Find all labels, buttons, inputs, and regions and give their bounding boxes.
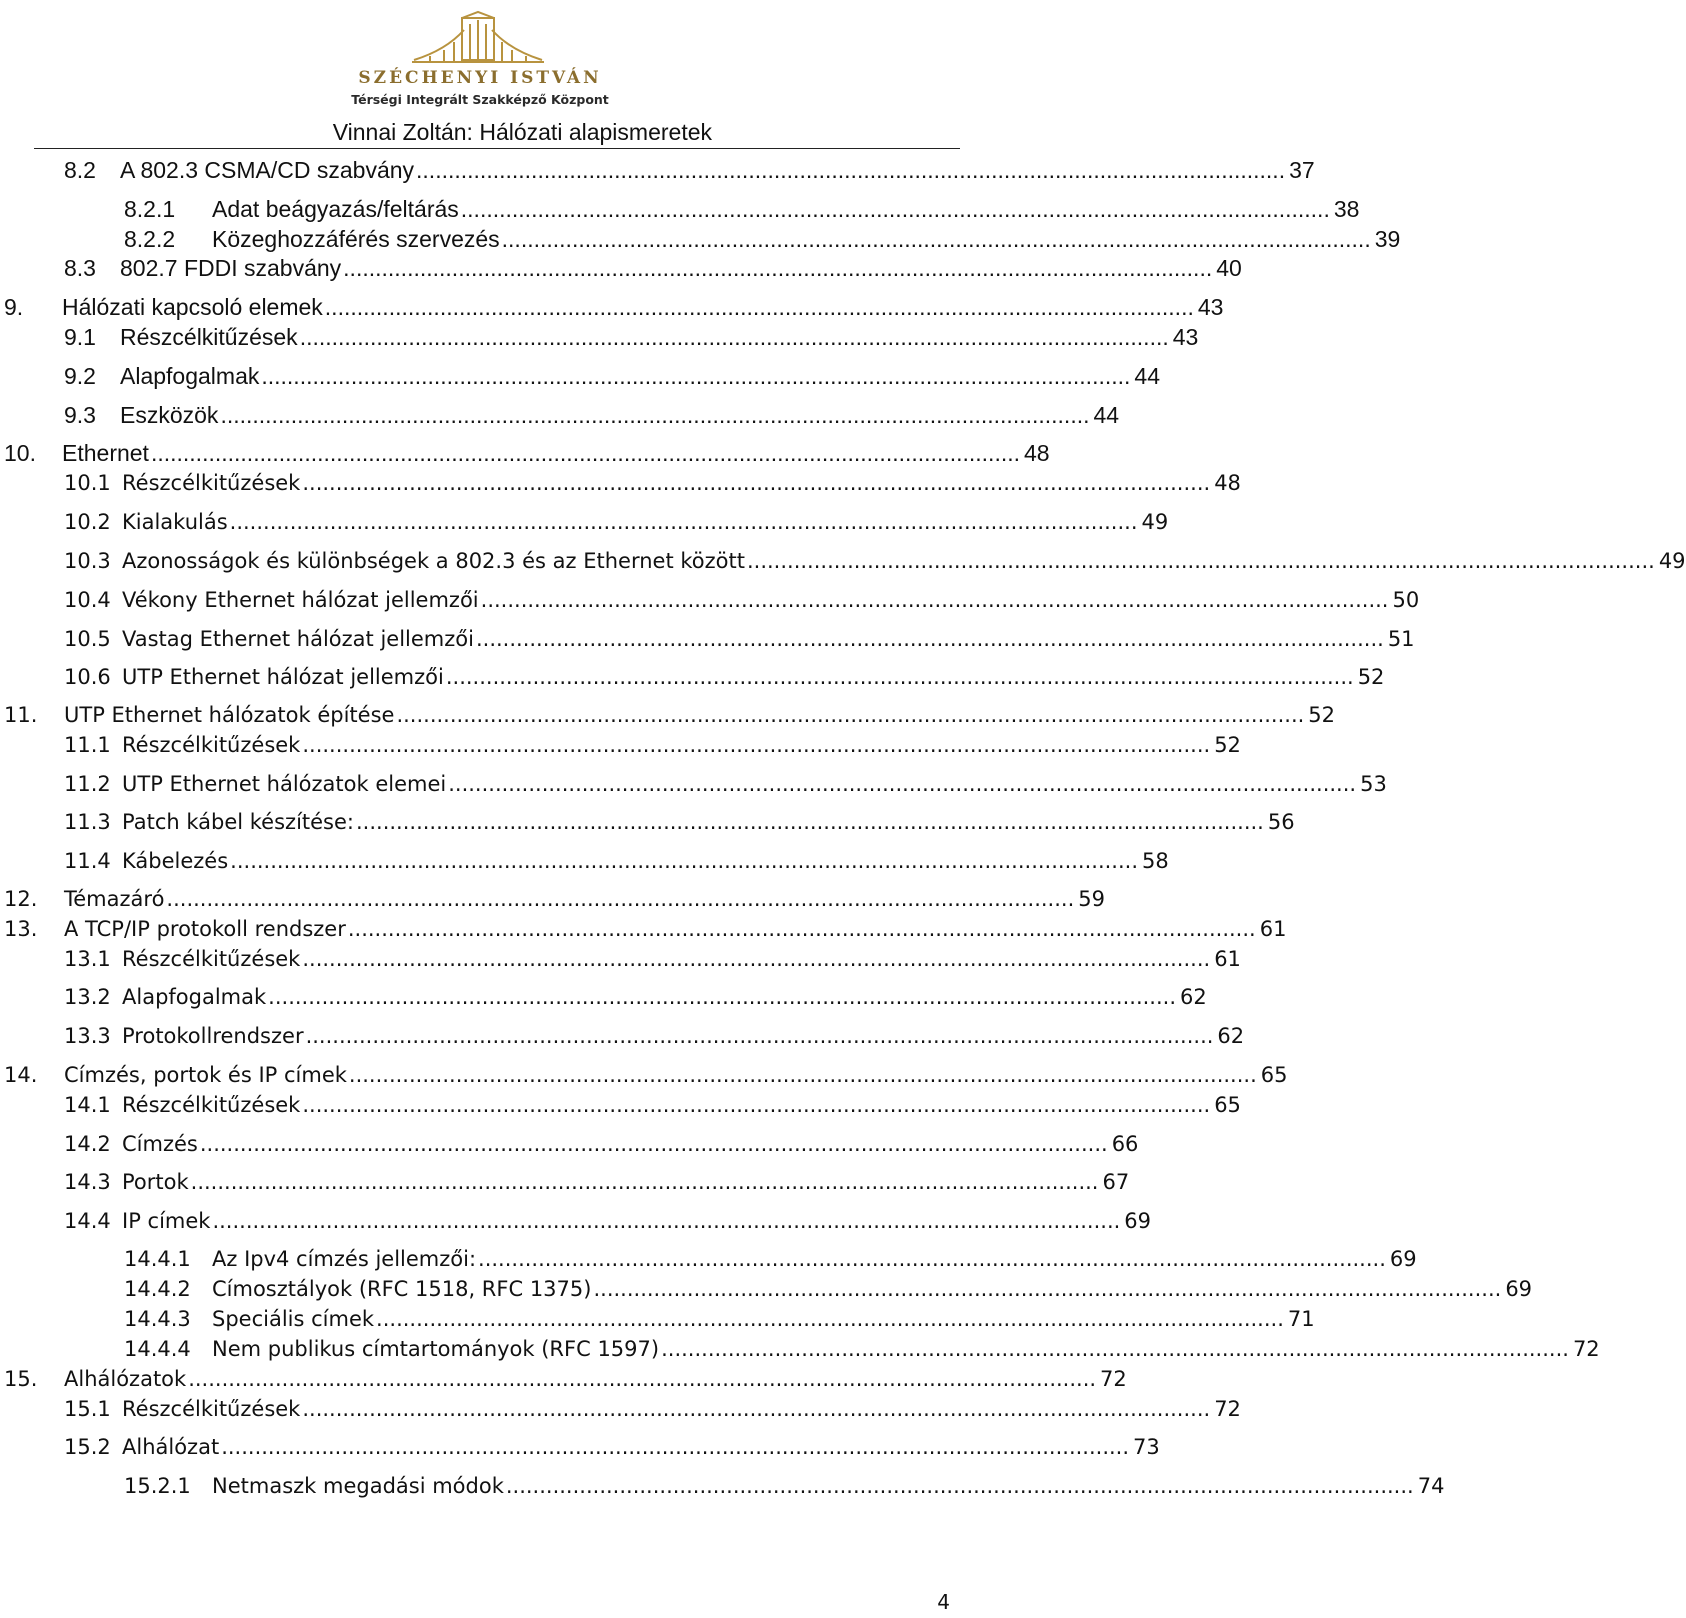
toc-entry[interactable] bbox=[64, 155, 1315, 185]
toc-entry-number: 13.2 bbox=[64, 985, 111, 1009]
toc-dot-leader: ........................................................................................................................................ bbox=[475, 627, 1384, 651]
toc-entry-number: 13.3 bbox=[64, 1024, 111, 1048]
logo-subtitle: Térségi Integrált Szakképző Központ bbox=[351, 92, 609, 107]
toc-entry-title: Részcélkitűzések bbox=[122, 1093, 301, 1117]
toc-entry[interactable] bbox=[64, 730, 1241, 760]
toc-entry-title: A 802.3 CSMA/CD szabvány bbox=[120, 157, 415, 183]
toc-entry[interactable] bbox=[124, 1471, 1445, 1501]
toc-dot-leader: ........................................................................................................................................ bbox=[212, 1209, 1121, 1233]
toc-entry-title: Részcélkitűzések bbox=[122, 733, 301, 757]
toc-entry-title: Kábelezés bbox=[122, 849, 229, 873]
toc-dot-leader: ........................................................................................................................................ bbox=[347, 917, 1256, 941]
toc-entry-title: Alhálózatok bbox=[64, 1367, 187, 1391]
toc-entry-title: Ethernet bbox=[62, 440, 149, 466]
toc-entry[interactable] bbox=[64, 361, 1161, 391]
toc-entry-title: UTP Ethernet hálózat jellemzői bbox=[122, 665, 444, 689]
toc-entry-number: 14.2 bbox=[64, 1132, 111, 1156]
toc-entry-number: 13. bbox=[4, 917, 38, 941]
toc-entry[interactable] bbox=[64, 1394, 1241, 1424]
toc-dot-leader: ........................................................................................................................................ bbox=[460, 196, 1330, 222]
toc-entry-page: 71 bbox=[1287, 1307, 1315, 1331]
toc-dot-leader: ........................................................................................................................................ bbox=[302, 947, 1211, 971]
toc-entry-page: 53 bbox=[1360, 772, 1387, 796]
toc-entry-page: 61 bbox=[1259, 917, 1287, 941]
toc-entry[interactable] bbox=[124, 224, 1401, 254]
toc-entry-title: Patch kábel készítése: bbox=[122, 810, 354, 834]
toc-entry-title: Netmaszk megadási módok bbox=[212, 1474, 504, 1498]
toc-entry-title: Közeghozzáférés szervezés bbox=[212, 226, 500, 252]
toc-dot-leader: ........................................................................................................................................ bbox=[376, 1307, 1284, 1331]
toc-entry-title: Speciális címek bbox=[212, 1307, 375, 1331]
toc-entry-page: 69 bbox=[1389, 1247, 1417, 1271]
logo-name: SZÉCHENYI ISTVÁN bbox=[358, 68, 602, 88]
toc-entry-number: 8.2 bbox=[64, 157, 96, 183]
toc-dot-leader: ........................................................................................................................................ bbox=[356, 810, 1264, 834]
toc-entry[interactable] bbox=[64, 253, 1242, 283]
toc-entry-page: 52 bbox=[1357, 665, 1385, 689]
toc-entry-page: 65 bbox=[1214, 1093, 1241, 1117]
toc-entry-number: 12. bbox=[4, 887, 38, 911]
toc-dot-leader: ........................................................................................................................................ bbox=[188, 1367, 1097, 1391]
toc-entry-number: 11.2 bbox=[64, 772, 111, 796]
toc-dot-leader: ........................................................................................................................................ bbox=[478, 1247, 1386, 1271]
toc-entry-number: 10.3 bbox=[64, 549, 111, 573]
toc-dot-leader: ........................................................................................................................................ bbox=[505, 1474, 1414, 1498]
toc-dot-leader: ........................................................................................................................................ bbox=[261, 363, 1131, 389]
toc-entry[interactable] bbox=[64, 1090, 1241, 1120]
toc-dot-leader: ........................................................................................................................................ bbox=[501, 226, 1371, 252]
toc-entry-page: 73 bbox=[1133, 1435, 1160, 1459]
toc-entry-page: 58 bbox=[1142, 849, 1169, 873]
toc-entry[interactable] bbox=[64, 585, 1420, 615]
toc-entry-title: Azonosságok és különbségek a 802.3 és az Ethernet között bbox=[122, 549, 745, 573]
toc-entry-title: 802.7 FDDI szabvány bbox=[120, 255, 342, 281]
toc-entry[interactable] bbox=[64, 400, 1120, 430]
toc-entry[interactable] bbox=[124, 1304, 1315, 1334]
toc-entry-title: Részcélkitűzések bbox=[120, 324, 298, 350]
toc-entry-number: 15.2 bbox=[64, 1435, 111, 1459]
toc-entry[interactable] bbox=[124, 1334, 1600, 1364]
toc-entry-number: 14.4.1 bbox=[124, 1247, 191, 1271]
toc-entry-title: Alapfogalmak bbox=[122, 985, 267, 1009]
toc-entry-page: 51 bbox=[1387, 627, 1415, 651]
toc-entry-page: 72 bbox=[1100, 1367, 1127, 1391]
toc-entry-title: Részcélkitűzések bbox=[122, 947, 301, 971]
toc-entry[interactable] bbox=[64, 846, 1169, 876]
toc-entry-page: 44 bbox=[1093, 402, 1120, 428]
toc-dot-leader: ........................................................................................................................................ bbox=[302, 471, 1211, 495]
toc-entry[interactable] bbox=[64, 468, 1241, 498]
toc-entry-page: 72 bbox=[1214, 1397, 1241, 1421]
toc-entry-page: 52 bbox=[1214, 733, 1241, 757]
toc-dot-leader: ........................................................................................................................................ bbox=[230, 849, 1139, 873]
toc-dot-leader: ........................................................................................................................................ bbox=[480, 588, 1389, 612]
toc-entry-title: Adat beágyazás/feltárás bbox=[212, 196, 459, 222]
toc-entry-page: 48 bbox=[1214, 471, 1241, 495]
toc-entry-page: 62 bbox=[1217, 1024, 1245, 1048]
toc-entry[interactable] bbox=[64, 807, 1295, 837]
toc-entry-title: Nem publikus címtartományok (RFC 1597) bbox=[212, 1337, 660, 1361]
toc-entry[interactable] bbox=[64, 1432, 1160, 1462]
toc-entry-page: 43 bbox=[1172, 324, 1199, 350]
toc-dot-leader: ........................................................................................................................................ bbox=[166, 887, 1075, 911]
toc-entry[interactable] bbox=[64, 322, 1199, 352]
toc-entry-title: Hálózati kapcsoló elemek bbox=[62, 294, 323, 320]
toc-entry[interactable] bbox=[4, 438, 1050, 468]
toc-entry-title: UTP Ethernet hálózatok elemei bbox=[122, 772, 447, 796]
toc-entry-page: 69 bbox=[1124, 1209, 1152, 1233]
toc-entry-page: 43 bbox=[1197, 294, 1224, 320]
page-header-title: Vinnai Zoltán: Hálózati alapismeretek bbox=[332, 119, 712, 145]
toc-entry-page: 48 bbox=[1024, 440, 1050, 466]
toc-entry[interactable] bbox=[4, 914, 1287, 944]
toc-entry[interactable] bbox=[124, 194, 1360, 224]
toc-entry-title: UTP Ethernet hálózatok építése bbox=[64, 703, 395, 727]
toc-entry-title: Vastag Ethernet hálózat jellemzői bbox=[122, 627, 474, 651]
page-number: 4 bbox=[937, 1590, 950, 1614]
toc-entry-number: 14.4.2 bbox=[124, 1277, 191, 1301]
toc-entry-title: Témazáró bbox=[64, 887, 165, 911]
toc-dot-leader: ........................................................................................................................................ bbox=[416, 157, 1286, 183]
toc-entry[interactable] bbox=[64, 769, 1387, 799]
toc-entry-number: 13.1 bbox=[64, 947, 111, 971]
toc-dot-leader: ........................................................................................................................................ bbox=[448, 772, 1357, 796]
toc-entry-page: 40 bbox=[1216, 255, 1242, 281]
toc-dot-leader: ........................................................................................................................................ bbox=[221, 1435, 1130, 1459]
toc-entry-number: 9.1 bbox=[64, 324, 96, 350]
toc-entry-number: 10.4 bbox=[64, 588, 111, 612]
toc-entry-number: 14. bbox=[4, 1063, 38, 1087]
toc-entry-number: 9. bbox=[4, 294, 24, 320]
toc-entry[interactable] bbox=[64, 507, 1169, 537]
toc-entry-number: 8.2.1 bbox=[124, 196, 176, 222]
toc-entry-number: 9.3 bbox=[64, 402, 96, 428]
toc-entry-page: 72 bbox=[1572, 1337, 1600, 1361]
toc-dot-leader: ........................................................................................................................................ bbox=[220, 402, 1090, 428]
toc-entry[interactable] bbox=[124, 1274, 1533, 1304]
toc-entry-number: 14.1 bbox=[64, 1093, 111, 1117]
toc-entry[interactable] bbox=[64, 944, 1241, 974]
toc-entry-number: 10.5 bbox=[64, 627, 111, 651]
toc-entry-title: Alapfogalmak bbox=[120, 363, 260, 389]
toc-dot-leader: ........................................................................................................................................ bbox=[661, 1337, 1569, 1361]
toc-entry-title: Címzés bbox=[122, 1132, 198, 1156]
toc-entry-title: IP címek bbox=[122, 1209, 211, 1233]
toc-entry-number: 11. bbox=[4, 703, 38, 727]
toc-entry[interactable] bbox=[64, 624, 1415, 654]
toc-entry[interactable] bbox=[64, 662, 1385, 692]
toc-entry-page: 69 bbox=[1505, 1277, 1533, 1301]
toc-entry-page: 56 bbox=[1267, 810, 1295, 834]
toc-entry-title: Az Ipv4 címzés jellemzői: bbox=[212, 1247, 477, 1271]
toc-entry[interactable] bbox=[4, 292, 1224, 322]
toc-dot-leader: ........................................................................................................................................ bbox=[324, 294, 1194, 320]
toc-entry-number: 8.3 bbox=[64, 255, 96, 281]
toc-entry-page: 52 bbox=[1308, 703, 1336, 727]
toc-entry-page: 65 bbox=[1260, 1063, 1288, 1087]
toc-dot-leader: ........................................................................................................................................ bbox=[746, 549, 1655, 573]
toc-dot-leader: ........................................................................................................................................ bbox=[396, 703, 1305, 727]
toc-entry[interactable] bbox=[64, 982, 1207, 1012]
toc-dot-leader: ........................................................................................................................................ bbox=[348, 1063, 1257, 1087]
toc-entry-page: 62 bbox=[1180, 985, 1207, 1009]
toc-dot-leader: ........................................................................................................................................ bbox=[302, 733, 1211, 757]
toc-entry[interactable] bbox=[64, 1206, 1152, 1236]
toc-dot-leader: ........................................................................................................................................ bbox=[305, 1024, 1214, 1048]
toc-entry-number: 9.2 bbox=[64, 363, 96, 389]
toc-entry-title: Vékony Ethernet hálózat jellemzői bbox=[122, 588, 479, 612]
toc-entry-number: 8.2.2 bbox=[124, 226, 176, 252]
toc-dot-leader: ........................................................................................................................................ bbox=[190, 1170, 1099, 1194]
toc-dot-leader: ........................................................................................................................................ bbox=[229, 510, 1138, 534]
toc-entry-title: Kialakulás bbox=[122, 510, 228, 534]
toc-entry-page: 66 bbox=[1111, 1132, 1139, 1156]
toc-entry-page: 74 bbox=[1417, 1474, 1445, 1498]
toc-dot-leader: ........................................................................................................................................ bbox=[593, 1277, 1502, 1301]
toc-entry-number: 15. bbox=[4, 1367, 38, 1391]
toc-entry-page: 38 bbox=[1333, 196, 1360, 222]
toc-entry[interactable] bbox=[4, 1364, 1127, 1394]
toc-entry-number: 14.4 bbox=[64, 1209, 111, 1233]
toc-entry[interactable] bbox=[64, 1021, 1245, 1051]
toc-entry-title: Eszközök bbox=[120, 402, 219, 428]
toc-entry-number: 15.1 bbox=[64, 1397, 111, 1421]
toc-entry-title: Alhálózat bbox=[122, 1435, 220, 1459]
toc-dot-leader: ........................................................................................................................................ bbox=[150, 440, 1021, 466]
toc-entry-title: Portok bbox=[122, 1170, 189, 1194]
toc-entry[interactable] bbox=[64, 546, 1686, 576]
toc-entry-page: 61 bbox=[1214, 947, 1241, 971]
toc-entry-number: 11.4 bbox=[64, 849, 111, 873]
toc-entry-title: A TCP/IP protokoll rendszer bbox=[64, 917, 346, 941]
toc-entry[interactable] bbox=[4, 700, 1336, 730]
toc-entry[interactable] bbox=[64, 1167, 1130, 1197]
toc-entry-number: 14.4.3 bbox=[124, 1307, 191, 1331]
toc-entry-title: Részcélkitűzések bbox=[122, 471, 301, 495]
toc-entry-number: 10. bbox=[4, 440, 36, 466]
toc-entry-title: Részcélkitűzések bbox=[122, 1397, 301, 1421]
toc-entry-page: 37 bbox=[1289, 157, 1315, 183]
toc-entry[interactable] bbox=[4, 1060, 1288, 1090]
toc-entry-page: 49 bbox=[1141, 510, 1169, 534]
toc-entry-page: 49 bbox=[1658, 549, 1686, 573]
toc-dot-leader: ........................................................................................................................................ bbox=[445, 665, 1354, 689]
toc-entry-page: 50 bbox=[1392, 588, 1420, 612]
toc-entry-number: 10.2 bbox=[64, 510, 111, 534]
toc-entry-page: 44 bbox=[1134, 363, 1161, 389]
toc-entry-number: 14.3 bbox=[64, 1170, 111, 1194]
toc-entry-number: 10.6 bbox=[64, 665, 111, 689]
toc-entry[interactable] bbox=[64, 1129, 1139, 1159]
toc-entry-page: 39 bbox=[1374, 226, 1401, 252]
toc-entry-page: 67 bbox=[1102, 1170, 1130, 1194]
toc-dot-leader: ........................................................................................................................................ bbox=[199, 1132, 1108, 1156]
toc-entry-title: Címzés, portok és IP címek bbox=[64, 1063, 347, 1087]
toc-entry-number: 14.4.4 bbox=[124, 1337, 191, 1361]
toc-entry[interactable] bbox=[124, 1244, 1417, 1274]
toc-entry-number: 11.3 bbox=[64, 810, 111, 834]
toc-entry-number: 11.1 bbox=[64, 733, 111, 757]
toc-dot-leader: ........................................................................................................................................ bbox=[299, 324, 1169, 350]
toc-entry-title: Protokollrendszer bbox=[122, 1024, 304, 1048]
toc-dot-leader: ........................................................................................................................................ bbox=[268, 985, 1177, 1009]
toc-entry-number: 15.2.1 bbox=[124, 1474, 191, 1498]
toc-dot-leader: ........................................................................................................................................ bbox=[343, 255, 1213, 281]
toc-entry[interactable] bbox=[4, 884, 1105, 914]
toc-dot-leader: ........................................................................................................................................ bbox=[302, 1093, 1211, 1117]
toc-entry-title: Címosztályok (RFC 1518, RFC 1375) bbox=[212, 1277, 592, 1301]
toc-dot-leader: ........................................................................................................................................ bbox=[302, 1397, 1211, 1421]
toc-entry-number: 10.1 bbox=[64, 471, 111, 495]
toc-entry-page: 59 bbox=[1078, 887, 1105, 911]
